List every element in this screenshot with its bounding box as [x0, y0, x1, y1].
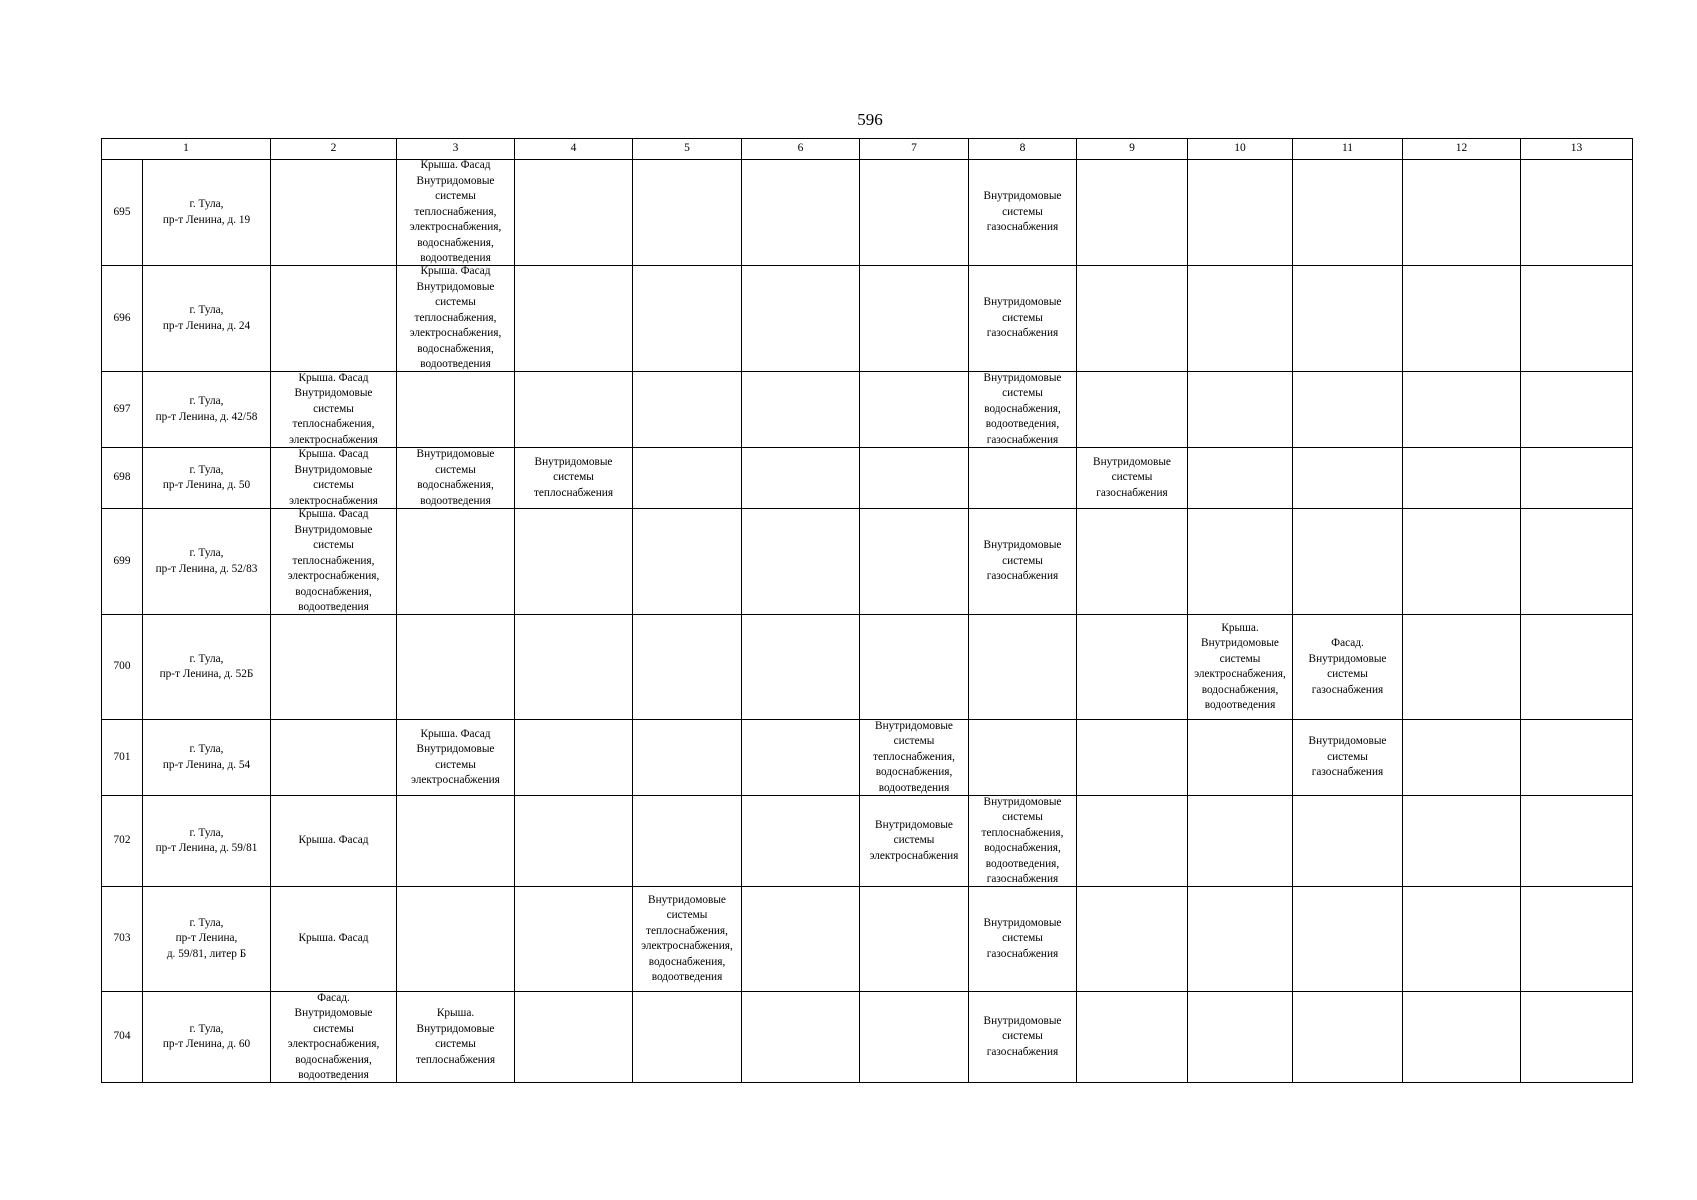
- work-text-line: электроснабжения: [289, 433, 378, 446]
- work-cell-col-3: [397, 266, 515, 372]
- work-text-line: Крыша. Фасад: [298, 932, 369, 945]
- column-header-9: 9: [1077, 139, 1188, 160]
- work-cell-col-3: [397, 992, 515, 1083]
- work-cell-col-11: [1293, 372, 1403, 448]
- work-text-line: Внутридомовые: [875, 719, 953, 732]
- work-text-line: газоснабжения: [986, 433, 1059, 446]
- address-line: г. Тула,: [189, 652, 224, 665]
- work-cell-col-7: [860, 266, 969, 372]
- work-text-line: водоснабжения,: [984, 402, 1061, 415]
- work-text-line: системы: [435, 463, 476, 476]
- work-cell-col-2: [271, 266, 397, 372]
- work-cell-col-9: [1077, 509, 1188, 615]
- work-text-line: газоснабжения: [986, 873, 1059, 885]
- work-cell-col-8: [969, 720, 1077, 796]
- table-row: [102, 887, 1633, 992]
- work-cell-col-9: [1077, 266, 1188, 372]
- work-text-line: Внутридомовые: [983, 371, 1062, 384]
- work-text-line: Крыша.: [1221, 621, 1259, 634]
- column-header-5: 5: [633, 139, 742, 160]
- work-cell-col-9: [1077, 720, 1188, 796]
- work-text-line: газоснабжения: [986, 327, 1059, 340]
- work-cell-col-12: [1403, 372, 1521, 448]
- work-text-line: водоотведения: [878, 781, 950, 794]
- work-cell-col-13: [1521, 509, 1633, 615]
- work-text-line: Внутридомовые: [1201, 637, 1279, 649]
- address-line: пр-т Ленина, д. 52Б: [159, 668, 254, 680]
- work-text-line: теплоснабжения,: [414, 205, 497, 218]
- row-number: 704: [102, 992, 143, 1083]
- work-cell-col-6: [742, 266, 860, 372]
- work-text-line: системы: [893, 735, 935, 748]
- work-cell-col-2: [271, 720, 397, 796]
- work-cell-col-11: [1293, 992, 1403, 1083]
- work-cell-col-13: [1521, 372, 1633, 448]
- page-number: 596: [857, 110, 883, 129]
- address-line: пр-т Ленина, д. 54: [162, 758, 251, 771]
- work-text-line: электроснабжения,: [641, 940, 733, 952]
- work-cell-col-4: [515, 615, 633, 720]
- work-cell-col-12: [1403, 796, 1521, 887]
- work-text-line: Внутридомовые: [648, 893, 726, 906]
- address-line: г. Тула,: [189, 916, 224, 929]
- work-cell-col-3: [397, 615, 515, 720]
- work-cell-col-12: [1403, 615, 1521, 720]
- address-line: г. Тула,: [189, 463, 224, 476]
- work-text-line: водоснабжения,: [295, 1053, 372, 1066]
- work-cell-col-7: [860, 448, 969, 509]
- work-text-line: Внутридомовые: [983, 190, 1062, 203]
- work-cell-col-5: [633, 615, 742, 720]
- work-text-line: Внутридомовые: [534, 455, 613, 468]
- work-text-line: Внутридомовые: [983, 795, 1062, 808]
- work-text-line: электроснабжения,: [409, 327, 502, 340]
- work-text-line: газоснабжения: [986, 947, 1059, 960]
- work-cell-col-13: [1521, 266, 1633, 372]
- work-text-line: системы: [435, 296, 476, 309]
- work-cell-col-8: [969, 266, 1077, 372]
- row-number: 700: [102, 615, 143, 720]
- work-text-line: водоотведения,: [985, 418, 1060, 431]
- work-text-line: Крыша. Фасад: [298, 448, 369, 460]
- work-cell-col-6: [742, 615, 860, 720]
- work-cell-col-4: [515, 887, 633, 992]
- work-cell-col-6: [742, 720, 860, 796]
- work-cell-col-13: [1521, 448, 1633, 509]
- work-text-line: электроснабжения: [289, 494, 378, 507]
- table-row: [102, 720, 1633, 796]
- work-cell-col-2: [271, 509, 397, 615]
- address-line: г. Тула,: [189, 826, 224, 839]
- work-cell-col-10: [1188, 992, 1293, 1083]
- work-text-line: Фасад.: [1331, 637, 1364, 649]
- work-cell-col-9: [1077, 887, 1188, 992]
- work-text-line: теплоснабжения,: [981, 826, 1064, 839]
- work-text-line: системы: [1219, 652, 1261, 665]
- work-cell-col-5: [633, 887, 742, 992]
- work-cell-col-3: [397, 509, 515, 615]
- work-text-line: Внутридомовые: [294, 387, 373, 400]
- address-cell: [143, 796, 271, 887]
- table-row: [102, 372, 1633, 448]
- work-cell-col-10: [1188, 509, 1293, 615]
- work-cell-col-10: [1188, 796, 1293, 887]
- work-text-line: Внутридомовые: [416, 743, 495, 755]
- work-cell-col-5: [633, 266, 742, 372]
- work-cell-col-11: [1293, 796, 1403, 887]
- work-text-line: водоотведения: [651, 971, 723, 983]
- work-text-line: Внутридомовые: [875, 818, 953, 831]
- work-cell-col-8: [969, 448, 1077, 509]
- work-text-line: теплоснабжения,: [292, 554, 375, 567]
- work-cell-col-13: [1521, 887, 1633, 992]
- address-line: г. Тула,: [189, 304, 224, 316]
- work-cell-col-13: [1521, 720, 1633, 796]
- work-cell-col-9: [1077, 992, 1188, 1083]
- work-text-line: теплоснабжения,: [414, 311, 497, 324]
- work-text-line: Внутридомовые: [416, 1022, 495, 1035]
- work-text-line: Внутридомовые: [1308, 652, 1387, 665]
- work-cell-col-4: [515, 796, 633, 887]
- work-cell-col-8: [969, 160, 1077, 266]
- work-text-line: электроснабжения,: [409, 221, 502, 234]
- work-text-line: водоснабжения,: [1201, 683, 1279, 696]
- address-line: пр-т Ленина, д. 52/83: [155, 562, 258, 575]
- work-cell-col-10: [1188, 615, 1293, 720]
- column-header-13: 13: [1521, 139, 1633, 160]
- work-text-line: системы: [1111, 471, 1153, 484]
- work-text-line: Внутридомовые: [416, 448, 495, 460]
- table-row: [102, 509, 1633, 615]
- column-header-2: 2: [271, 139, 397, 160]
- work-text-line: Крыша. Фасад: [420, 265, 491, 278]
- work-text-line: водоснабжения,: [875, 766, 953, 779]
- work-cell-col-5: [633, 372, 742, 448]
- work-text-line: системы: [313, 402, 354, 415]
- address-line: г. Тула,: [189, 743, 224, 755]
- address-line: пр-т Ленина, д. 42/58: [155, 410, 258, 423]
- work-cell-col-5: [633, 448, 742, 509]
- work-text-line: системы: [553, 471, 594, 484]
- work-cell-col-10: [1188, 448, 1293, 509]
- address-cell: [143, 266, 271, 372]
- work-cell-col-8: [969, 796, 1077, 887]
- column-header-3: 3: [397, 139, 515, 160]
- work-text-line: Внутридомовые: [294, 1007, 373, 1019]
- work-cell-col-9: [1077, 372, 1188, 448]
- address-cell: [143, 448, 271, 509]
- work-text-line: водоотведения,: [985, 857, 1060, 870]
- work-cell-col-7: [860, 372, 969, 448]
- work-cell-col-2: [271, 160, 397, 266]
- work-text-line: водоснабжения,: [295, 585, 372, 598]
- work-text-line: Внутридомовые: [294, 523, 373, 536]
- address-line: д. 59/81, литер Б: [166, 947, 247, 960]
- work-cell-col-7: [860, 160, 969, 266]
- work-text-line: системы: [1002, 811, 1043, 823]
- row-number: 702: [102, 796, 143, 887]
- work-text-line: электроснабжения,: [1194, 668, 1286, 680]
- work-text-line: теплоснабжения,: [646, 924, 728, 937]
- work-text-line: Фасад.: [317, 991, 350, 1004]
- work-text-line: теплоснабжения,: [292, 418, 375, 431]
- table-row: [102, 796, 1633, 887]
- work-text-line: Внутридомовые: [416, 280, 495, 293]
- work-cell-col-3: [397, 887, 515, 992]
- work-cell-col-6: [742, 796, 860, 887]
- address-cell: [143, 992, 271, 1083]
- work-cell-col-11: [1293, 448, 1403, 509]
- work-cell-col-3: [397, 372, 515, 448]
- address-line: пр-т Ленина, д. 50: [162, 479, 251, 491]
- work-text-line: газоснабжения: [986, 1045, 1059, 1058]
- work-text-line: системы: [1002, 205, 1043, 218]
- work-cell-col-2: [271, 448, 397, 509]
- work-cell-col-9: [1077, 448, 1188, 509]
- address-line: г. Тула,: [189, 395, 224, 407]
- address-line: пр-т Ленина, д. 19: [162, 213, 251, 226]
- work-text-line: Крыша. Фасад: [298, 834, 369, 847]
- address-line: пр-т Ленина,: [175, 932, 238, 945]
- work-cell-col-4: [515, 160, 633, 266]
- work-text-line: водоснабжения,: [417, 236, 494, 249]
- work-cell-col-3: [397, 796, 515, 887]
- work-cell-col-8: [969, 372, 1077, 448]
- work-cell-col-8: [969, 615, 1077, 720]
- work-cell-col-12: [1403, 160, 1521, 266]
- work-cell-col-12: [1403, 887, 1521, 992]
- row-number: 695: [102, 160, 143, 266]
- address-line: г. Тула,: [189, 198, 224, 210]
- work-cell-col-9: [1077, 615, 1188, 720]
- row-number: 698: [102, 448, 143, 509]
- work-cell-col-12: [1403, 509, 1521, 615]
- work-text-line: Крыша. Фасад: [298, 508, 369, 521]
- work-cell-col-6: [742, 509, 860, 615]
- work-text-line: системы: [435, 190, 476, 203]
- column-header-4: 4: [515, 139, 633, 160]
- table-row: [102, 160, 1633, 266]
- work-text-line: системы: [313, 479, 354, 491]
- work-cell-col-7: [860, 509, 969, 615]
- work-cell-col-2: [271, 992, 397, 1083]
- work-cell-col-5: [633, 509, 742, 615]
- address-cell: [143, 509, 271, 615]
- address-line: пр-т Ленина, д. 59/81: [155, 842, 258, 854]
- work-cell-col-7: [860, 720, 969, 796]
- work-cell-col-13: [1521, 992, 1633, 1083]
- column-header-12: 12: [1403, 139, 1521, 160]
- work-text-line: водоотведения: [420, 252, 491, 265]
- work-cell-col-3: [397, 160, 515, 266]
- row-number: 701: [102, 720, 143, 796]
- work-text-line: Внутридомовые: [983, 539, 1062, 552]
- work-cell-col-12: [1403, 720, 1521, 796]
- work-text-line: газоснабжения: [1311, 766, 1384, 779]
- work-text-line: системы: [1327, 750, 1368, 763]
- work-cell-col-11: [1293, 720, 1403, 796]
- row-number: 697: [102, 372, 143, 448]
- work-cell-col-6: [742, 160, 860, 266]
- work-text-line: водоотведения: [1204, 699, 1276, 711]
- work-cell-col-4: [515, 372, 633, 448]
- work-cell-col-6: [742, 448, 860, 509]
- table-row: [102, 266, 1633, 372]
- work-cell-col-13: [1521, 615, 1633, 720]
- work-text-line: Внутридомовые: [416, 174, 495, 187]
- work-cell-col-4: [515, 509, 633, 615]
- table-body: [102, 160, 1633, 1083]
- work-text-line: Крыша. Фасад: [420, 159, 491, 172]
- work-text-line: газоснабжения: [986, 221, 1059, 234]
- work-cell-col-6: [742, 992, 860, 1083]
- address-cell: [143, 887, 271, 992]
- work-text-line: системы: [1327, 668, 1368, 680]
- work-cell-col-3: [397, 720, 515, 796]
- work-cell-col-8: [969, 887, 1077, 992]
- work-text-line: водоотведения: [298, 601, 369, 614]
- work-cell-col-7: [860, 992, 969, 1083]
- work-text-line: электроснабжения,: [287, 1038, 380, 1050]
- work-text-line: электроснабжения: [411, 774, 500, 786]
- row-number: 699: [102, 509, 143, 615]
- work-text-line: Внутридомовые: [983, 296, 1062, 309]
- work-cell-col-5: [633, 796, 742, 887]
- work-cell-col-10: [1188, 887, 1293, 992]
- address-cell: [143, 720, 271, 796]
- work-text-line: системы: [666, 909, 708, 921]
- work-text-line: газоснабжения: [986, 570, 1059, 583]
- work-text-line: водоотведения: [298, 1069, 369, 1081]
- work-cell-col-12: [1403, 266, 1521, 372]
- work-text-line: системы: [435, 758, 476, 771]
- work-text-line: Крыша. Фасад: [420, 727, 491, 740]
- work-text-line: системы: [1002, 932, 1043, 945]
- work-text-line: водоснабжения,: [417, 479, 494, 491]
- work-text-line: Крыша. Фасад: [298, 371, 369, 384]
- work-text-line: Внутридомовые: [1093, 455, 1171, 468]
- work-text-line: Внутридомовые: [983, 916, 1062, 929]
- work-cell-col-13: [1521, 796, 1633, 887]
- work-text-line: системы: [1002, 387, 1043, 400]
- work-cell-col-12: [1403, 992, 1521, 1083]
- work-text-line: газоснабжения: [1096, 486, 1168, 499]
- row-number: 696: [102, 266, 143, 372]
- work-text-line: Внутридомовые: [1308, 735, 1387, 748]
- work-cell-col-7: [860, 615, 969, 720]
- work-cell-col-5: [633, 992, 742, 1083]
- work-cell-col-11: [1293, 509, 1403, 615]
- work-text-line: водоснабжения,: [984, 842, 1061, 854]
- work-cell-col-2: [271, 887, 397, 992]
- work-cell-col-11: [1293, 887, 1403, 992]
- work-text-line: теплоснабжения: [415, 1053, 496, 1066]
- work-cell-col-10: [1188, 266, 1293, 372]
- work-cell-col-8: [969, 992, 1077, 1083]
- work-cell-col-12: [1403, 448, 1521, 509]
- work-cell-col-9: [1077, 796, 1188, 887]
- address-line: пр-т Ленина, д. 60: [162, 1038, 251, 1050]
- table-row: [102, 992, 1633, 1083]
- work-text-line: теплоснабжения: [533, 486, 614, 499]
- work-cell-col-4: [515, 266, 633, 372]
- work-text-line: системы: [435, 1038, 476, 1050]
- work-text-line: системы: [893, 834, 935, 847]
- work-text-line: водоотведения: [420, 494, 491, 507]
- work-text-line: водоснабжения,: [648, 955, 726, 968]
- column-header-11: 11: [1293, 139, 1403, 160]
- address-cell: [143, 160, 271, 266]
- work-cell-col-2: [271, 615, 397, 720]
- work-cell-col-7: [860, 887, 969, 992]
- work-cell-col-4: [515, 448, 633, 509]
- work-cell-col-7: [860, 796, 969, 887]
- work-text-line: системы: [1002, 1030, 1043, 1043]
- work-cell-col-10: [1188, 160, 1293, 266]
- work-text-line: системы: [313, 1022, 354, 1035]
- address-line: пр-т Ленина, д. 24: [162, 319, 251, 332]
- work-text-line: системы: [1002, 554, 1043, 567]
- table-row: [102, 448, 1633, 509]
- work-cell-col-6: [742, 372, 860, 448]
- work-cell-col-5: [633, 160, 742, 266]
- column-header-1: 1: [102, 139, 271, 160]
- work-cell-col-8: [969, 509, 1077, 615]
- repair-schedule-table: [101, 138, 1633, 1083]
- work-cell-col-13: [1521, 160, 1633, 266]
- work-text-line: газоснабжения: [1311, 683, 1384, 696]
- work-cell-col-3: [397, 448, 515, 509]
- work-text-line: водоснабжения,: [417, 342, 494, 355]
- column-header-6: 6: [742, 139, 860, 160]
- work-cell-col-5: [633, 720, 742, 796]
- work-cell-col-4: [515, 992, 633, 1083]
- work-cell-col-10: [1188, 720, 1293, 796]
- column-header-7: 7: [860, 139, 969, 160]
- work-cell-col-6: [742, 887, 860, 992]
- column-header-10: 10: [1188, 139, 1293, 160]
- work-cell-col-2: [271, 372, 397, 448]
- work-cell-col-9: [1077, 160, 1188, 266]
- work-text-line: системы: [313, 539, 354, 552]
- address-line: г. Тула,: [189, 547, 224, 559]
- work-text-line: водоотведения: [420, 358, 491, 371]
- row-number: 703: [102, 887, 143, 992]
- work-text-line: системы: [1002, 311, 1043, 324]
- work-cell-col-11: [1293, 160, 1403, 266]
- address-cell: [143, 615, 271, 720]
- address-cell: [143, 372, 271, 448]
- work-text-line: электроснабжения: [869, 849, 959, 862]
- work-text-line: Внутридомовые: [294, 463, 373, 476]
- work-text-line: Внутридомовые: [983, 1014, 1062, 1027]
- work-cell-col-11: [1293, 266, 1403, 372]
- work-cell-col-10: [1188, 372, 1293, 448]
- work-text-line: Крыша.: [436, 1007, 475, 1019]
- column-header-8: 8: [969, 139, 1077, 160]
- address-line: г. Тула,: [189, 1022, 224, 1035]
- work-cell-col-11: [1293, 615, 1403, 720]
- work-cell-col-4: [515, 720, 633, 796]
- header-row: [102, 139, 1633, 160]
- table-row: [102, 615, 1633, 720]
- work-text-line: электроснабжения,: [287, 570, 380, 583]
- work-cell-col-2: [271, 796, 397, 887]
- work-text-line: теплоснабжения,: [873, 750, 955, 763]
